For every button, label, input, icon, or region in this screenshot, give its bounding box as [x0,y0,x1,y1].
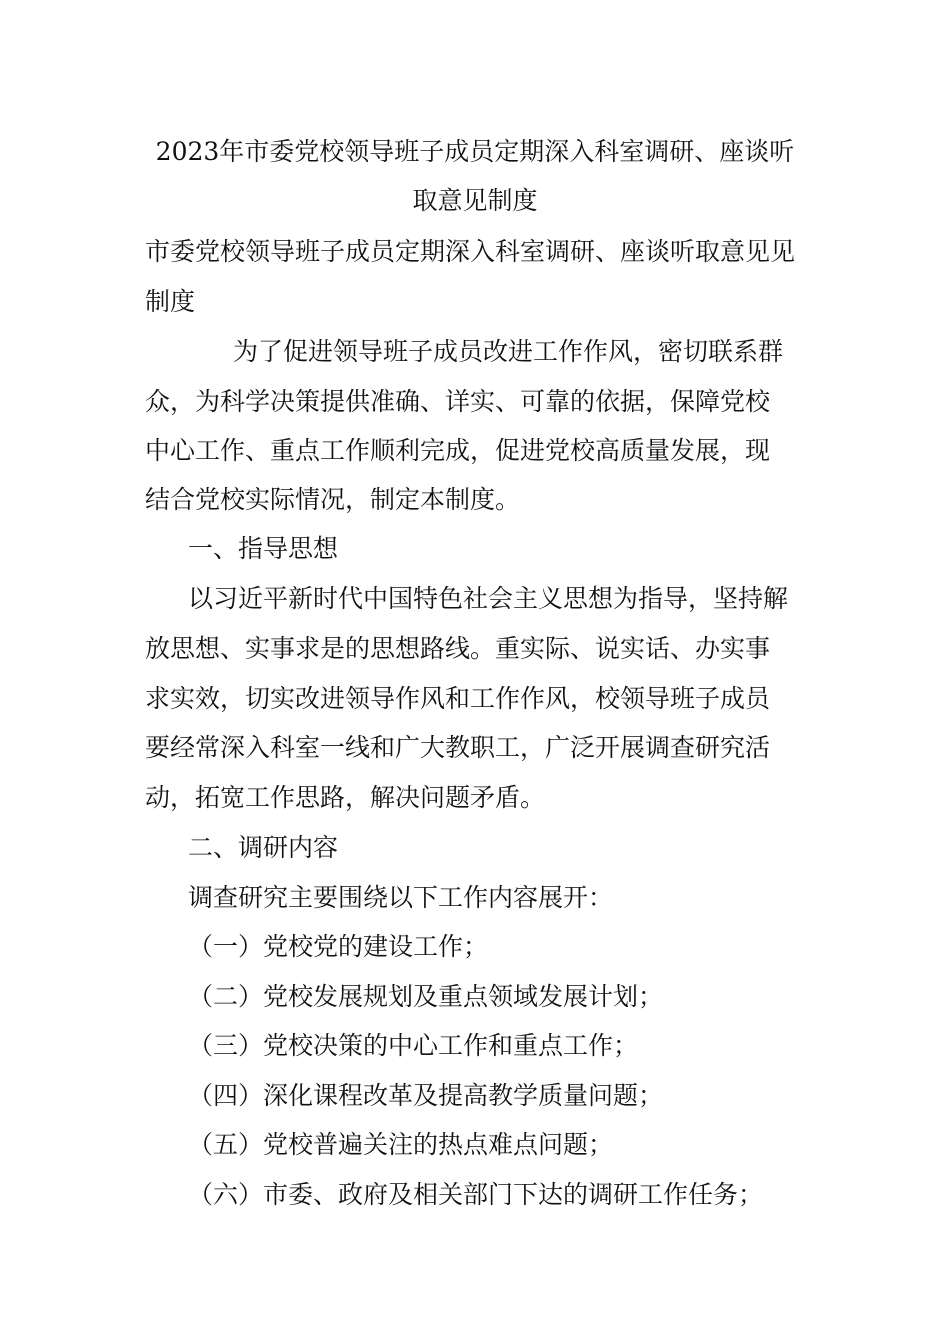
section1-paragraph-line: 要经常深入科室一线和广大教职工，广泛开展调查研究活 [145,733,771,762]
intro-paragraph-line: 为了促进领导班子成员改进工作作风，密切联系群 [233,337,784,366]
list-item: （四）深化课程改革及提高教学质量问题； [188,1081,664,1110]
list-item: （三）党校决策的中心工作和重点工作； [188,1031,639,1060]
list-item: （六）市委、政府及相关部门下达的调研工作任务； [188,1180,764,1209]
section1-paragraph-line: 求实效，切实改进领导作风和工作作风，校领导班子成员 [145,684,771,713]
list-item: （五）党校普遍关注的热点难点问题； [188,1130,614,1159]
intro-paragraph-line: 结合党校实际情况，制定本制度。 [145,485,521,514]
list-item: （一）党校党的建设工作； [188,932,489,961]
section2-intro-line: 调查研究主要围绕以下工作内容展开： [188,883,614,912]
section-heading-research-content: 二、调研内容 [188,833,339,862]
intro-paragraph-line: 众，为科学决策提供准确、详实、可靠的依据，保障党校 [145,387,771,416]
section1-paragraph-line: 放思想、实事求是的思想路线。重实际、说实话、办实事 [145,634,771,663]
document-subtitle-line-1: 市委党校领导班子成员定期深入科室调研、座谈听取意见见 [145,237,796,266]
section-heading-guiding-thought: 一、指导思想 [188,534,339,563]
section1-paragraph-line: 动，拓宽工作思路，解决问题矛盾。 [145,783,546,812]
list-item: （二）党校发展规划及重点领域发展计划； [188,982,664,1011]
section1-paragraph-line: 以习近平新时代中国特色社会主义思想为指导，坚持解 [188,584,789,613]
intro-paragraph-line: 中心工作、重点工作顺利完成，促进党校高质量发展，现 [145,436,771,465]
document-subtitle-line-2: 制度 [145,287,196,316]
document-title-line-2: 取意见制度 [412,186,538,215]
document-title-line-1: 2023年市委党校领导班子成员定期深入科室调研、座谈听 [155,137,795,166]
